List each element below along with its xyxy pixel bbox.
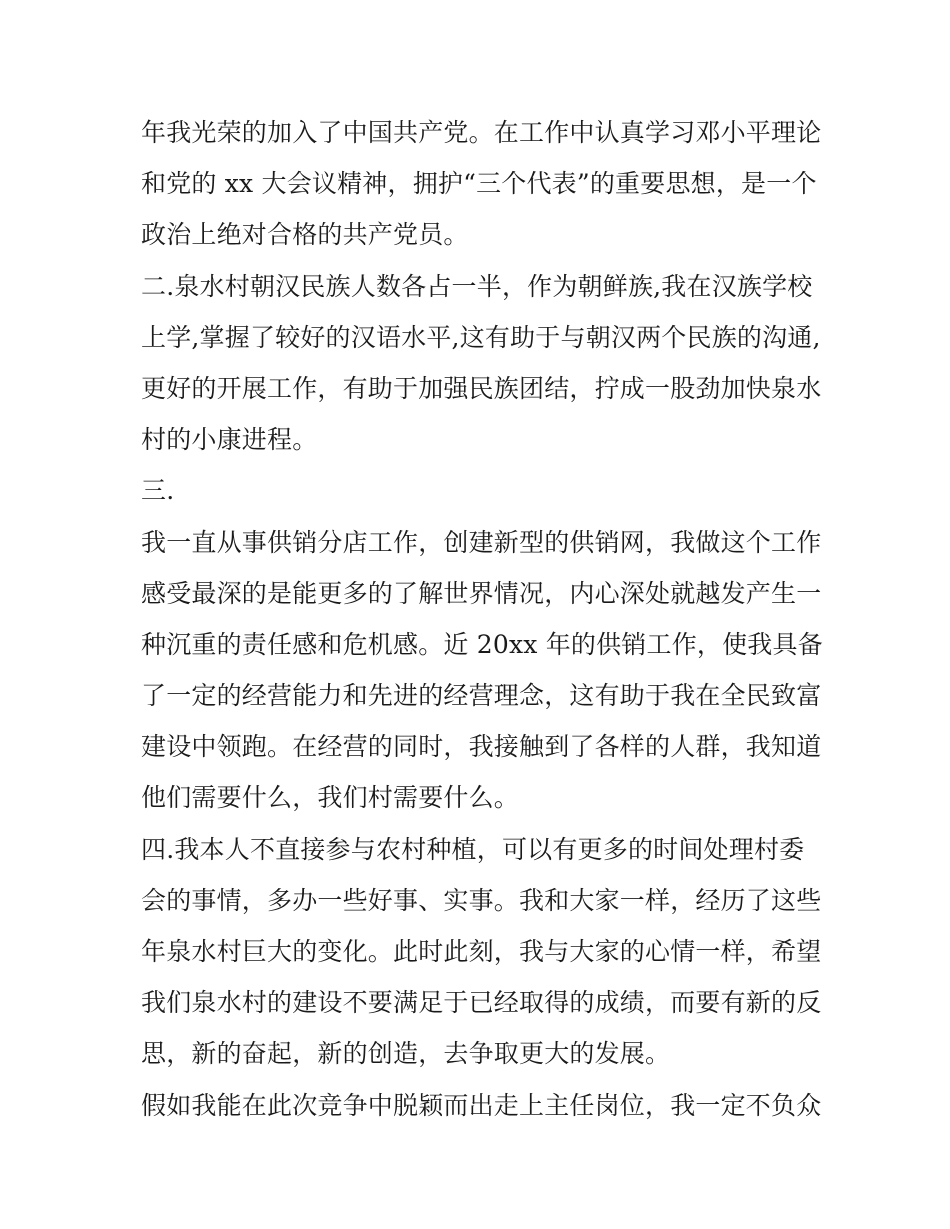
text-line: 四.我本人不直接参与农村种植，可以有更多的时间处理村委	[141, 834, 805, 864]
text-line: 和党的 xx 大会议精神，拥护“三个代表”的重要思想，是一个	[141, 169, 817, 199]
text-line: 思，新的奋起，新的创造，去争取更大的发展。	[141, 1039, 671, 1069]
text-line: 会的事情，多办一些好事、实事。我和大家一样，经历了这些	[141, 885, 822, 915]
text-line: 三.	[141, 476, 175, 506]
text-line: 村的小康进程。	[141, 425, 318, 455]
text-line: 更好的开展工作，有助于加强民族团结，拧成一股劲加快泉水	[141, 373, 822, 403]
text-line: 建设中领跑。在经营的同时，我接触到了各样的人群，我知道	[141, 732, 822, 762]
text-line: 年泉水村巨大的变化。此时此刻，我与大家的心情一样，希望	[141, 937, 822, 966]
text-line: 种沉重的责任感和危机感。近 20xx 年的供销工作，使我具备	[141, 629, 823, 659]
text-line: 我们泉水村的建设不要满足于已经取得的成绩，而要有新的反	[141, 988, 822, 1018]
text-line: 政治上绝对合格的共产党员。	[141, 220, 469, 250]
text-line: 了一定的经营能力和先进的经营理念，这有助于我在全民致富	[141, 681, 822, 711]
text-line: 我一直从事供销分店工作，创建新型的供销网，我做这个工作	[141, 527, 822, 557]
text-line: 二.泉水村朝汉民族人数各占一半，作为朝鲜族,我在汉族学校	[141, 271, 813, 301]
text-line: 年我光荣的加入了中国共产党。在工作中认真学习邓小平理论	[141, 118, 822, 147]
text-line: 他们需要什么，我们村需要什么。	[141, 783, 520, 813]
text-line: 感受最深的是能更多的了解世界情况，内心深处就越发产生一	[141, 578, 822, 608]
text-line: 假如我能在此次竞争中脱颖而出走上主任岗位，我一定不负众	[141, 1090, 822, 1120]
document-body	[141, 107, 821, 1131]
text-line: 上学,掌握了较好的汉语水平,这有助于与朝汉两个民族的沟通,	[141, 322, 821, 352]
